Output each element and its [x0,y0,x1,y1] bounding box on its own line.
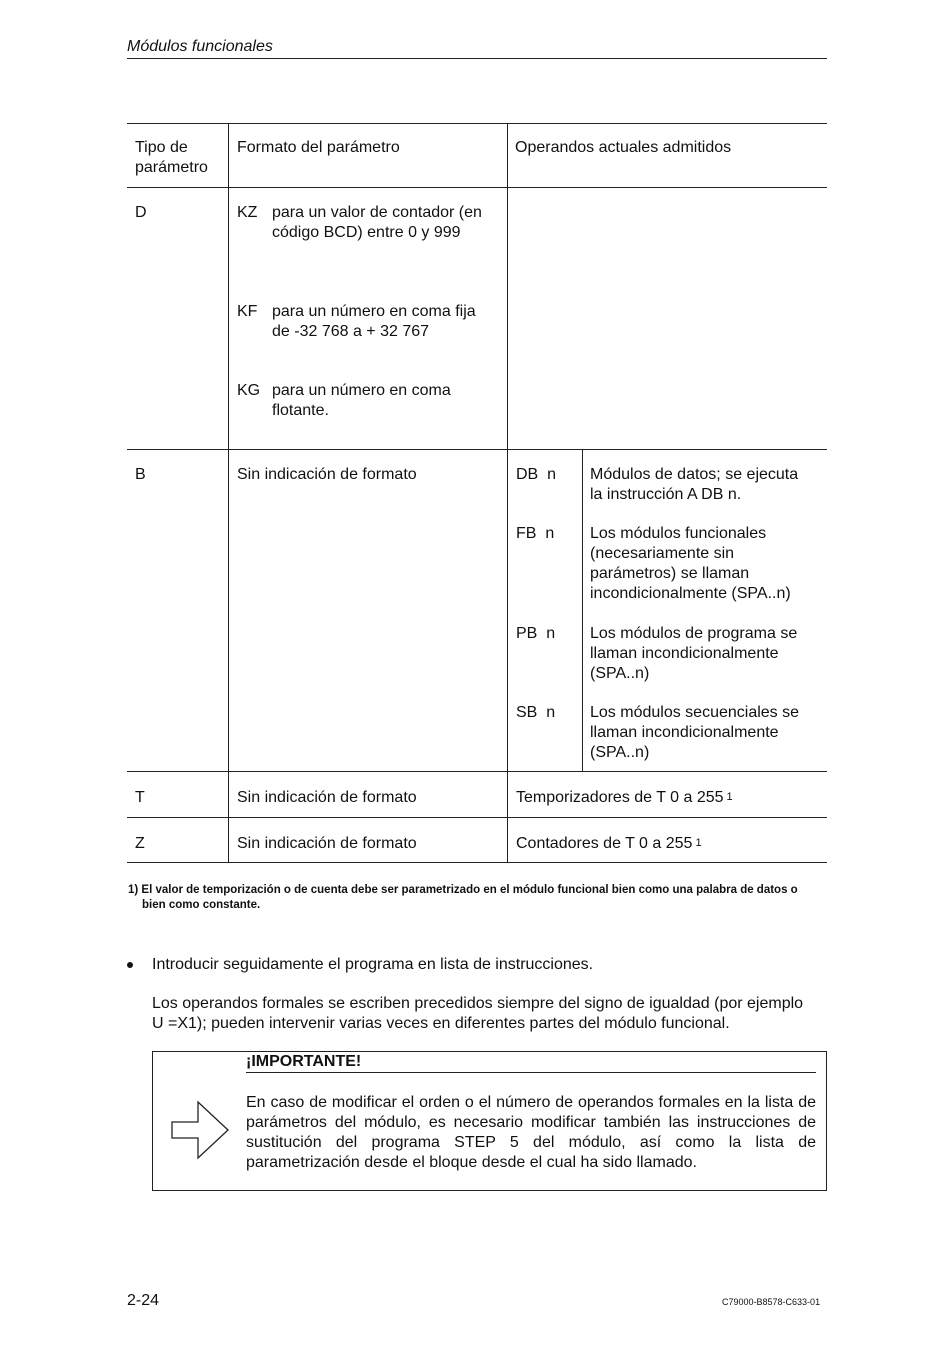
row-b-formato: Sin indicación de formato [237,466,417,483]
row-z-operandos [516,834,702,855]
row-b-tipo: B [135,466,146,483]
table-col-rule [228,123,229,862]
table-row-rule [127,817,827,818]
row-z-formato: Sin indicación de formato [237,835,417,852]
operand-code: FB n [516,525,555,542]
important-text: En caso de modificar el orden o el número de operandos formales en la lista de parámetros del módulo, es necesario modificar también las instrucciones de sustitución del programa STEP 5 del módulo, así como la lista de parametrización desde el bloque desde el cual ha sido llamado. [246,1094,816,1171]
table-footnote [128,883,818,913]
important-title-rule [246,1072,816,1073]
bullet-icon [127,962,133,968]
page-number: 2-24 [127,1292,160,1309]
table-bottom-rule [127,862,827,863]
table-header-rule [127,187,827,188]
footnote-text: 1) El valor de temporización o de cuenta debe ser parametrizado en el módulo funcional bien como una palabra de datos o bien como constante. [128,884,798,911]
table-row-rule [127,771,827,772]
format-desc: para un valor de contador (en código BCD) entre 0 y 999 [272,204,482,241]
operand-desc: Los módulos de programa se llaman incondicionalmente (SPA..n) [590,625,798,682]
table-subcol-rule [582,449,583,771]
table-top-rule [127,123,827,124]
important-title: ¡IMPORTANTE! [246,1053,362,1070]
header-rule [127,58,827,59]
operand-code: SB n [516,704,556,721]
table-row-rule [127,449,827,450]
col-header-formato: Formato del parámetro [237,139,400,156]
row-t-operandos-text: Temporizadores de T 0 a 255 [516,789,724,806]
operand-code: PB n [516,625,556,642]
format-code: KG [237,382,261,399]
format-desc: para un número en coma flotante. [272,382,451,419]
col-header-operandos: Operandos actuales admitidos [515,139,732,156]
row-t-formato: Sin indicación de formato [237,789,417,806]
document-code: C79000-B8578-C633-01 [722,1297,821,1307]
row-z-tipo: Z [135,835,145,852]
arrow-right-outline-icon [170,1098,232,1167]
operand-desc: Los módulos funcionales (necesariamente sin parámetros) se llaman incondicionalmente (SPA..n) [590,525,791,602]
footnote-ref: 1 [695,837,702,849]
row-z-operandos-text: Contadores de T 0 a 255 [516,835,693,852]
footnote-ref: 1 [726,791,733,803]
row-t-operandos [516,788,733,809]
col-header-tipo: Tipo de parámetro [135,139,208,176]
operand-desc: Módulos de datos; se ejecuta la instrucción A DB n. [590,466,799,503]
body-paragraph: Los operandos formales se escriben precedidos siempre del signo de igualdad (por ejemplo U =X1); pueden intervenir varias veces en diferentes partes del módulo funcional. [152,995,804,1032]
row-d-tipo: D [135,204,147,221]
page-header-title: Módulos funcionales [127,38,273,55]
format-code: KF [237,303,258,320]
bullet-text: Introducir seguidamente el programa en lista de instrucciones. [152,956,594,973]
operand-desc: Los módulos secuenciales se llaman incondicionalmente (SPA..n) [590,704,800,761]
table-col-rule [507,123,508,862]
format-desc: para un número en coma fija de -32 768 a + 32 767 [272,303,476,340]
row-t-tipo: T [135,789,145,806]
format-code: KZ [237,204,258,221]
operand-code: DB n [516,466,557,483]
